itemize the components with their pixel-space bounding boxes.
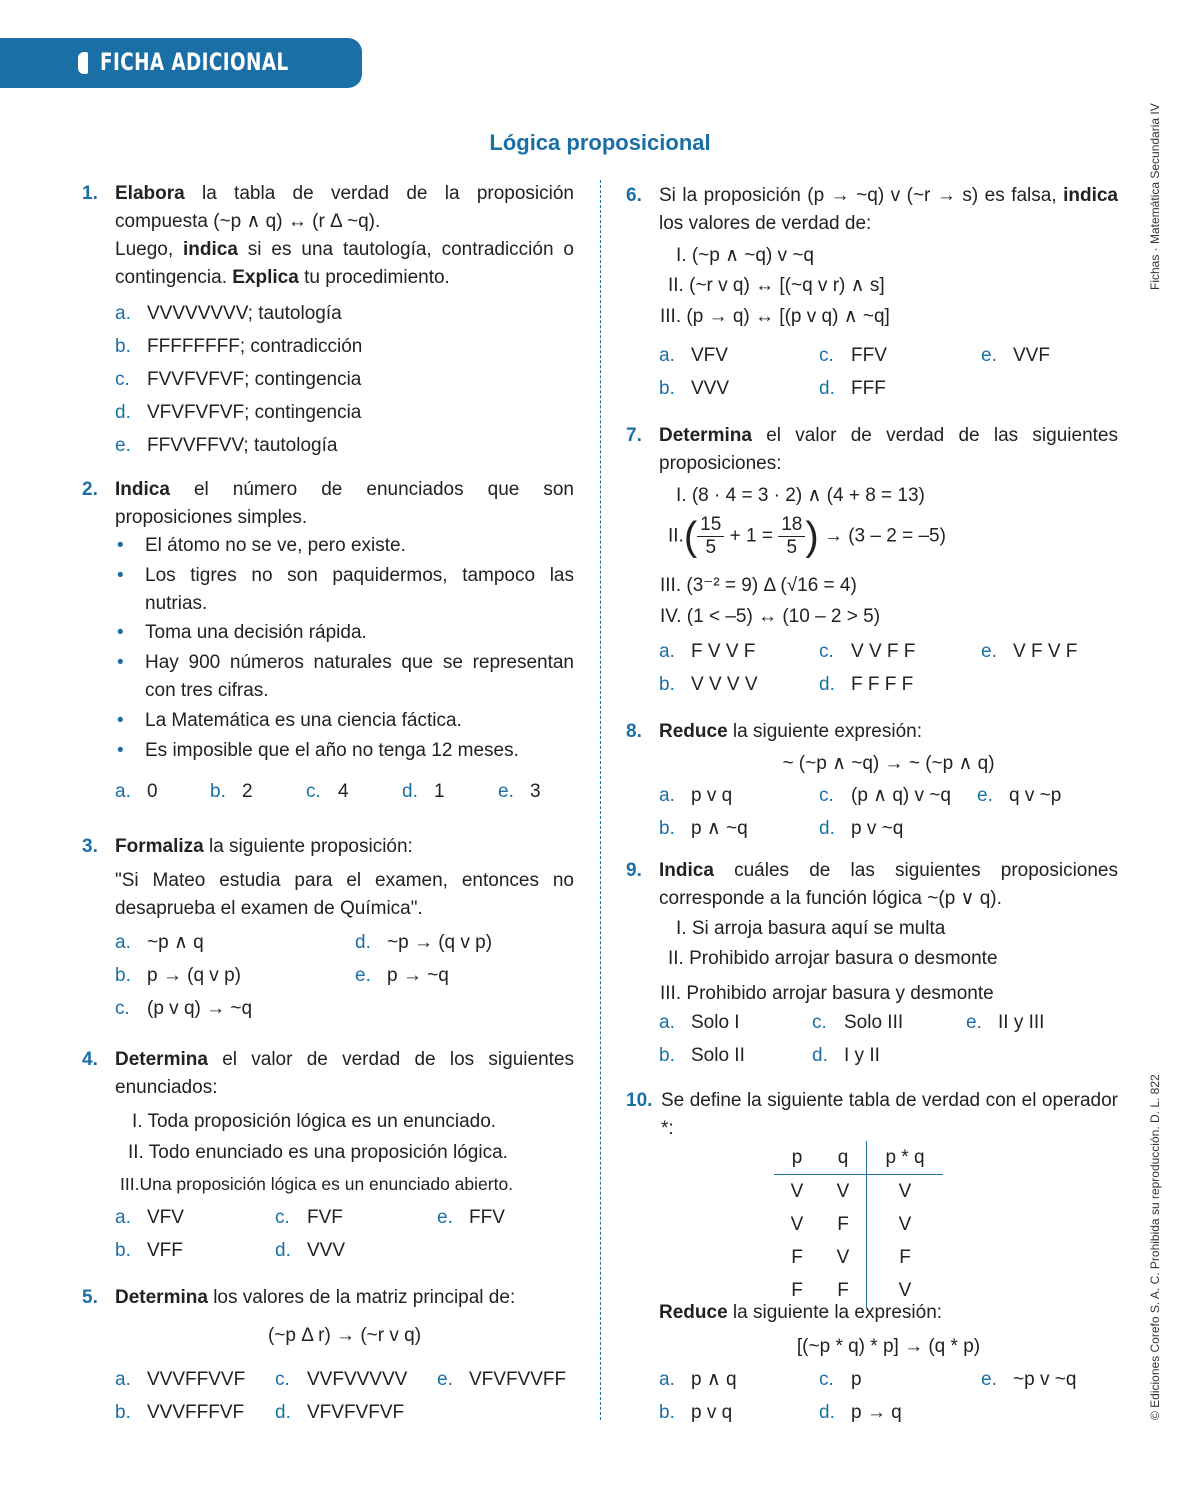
question-6 [626,182,1118,399]
option [977,782,1061,810]
bullet: • [117,535,124,556]
verb: Formaliza [115,836,204,857]
bullet: • [117,710,124,731]
truth-table [774,1141,943,1307]
option-text: (p v q) → ~q [147,998,253,1019]
verb: Reduce [659,1302,728,1323]
option-text: VVVFFVVF [147,1369,246,1390]
verb: Elabora [115,183,185,204]
verb: indica [183,239,238,260]
option [115,995,252,1023]
question-text [115,476,574,532]
option [966,1009,1044,1037]
table-cell: V [790,1213,804,1235]
text: el número de enunciados que son proposiciones simples. [115,479,574,528]
option-letter: e. [355,965,371,986]
question-text [659,857,1118,913]
option-letter: a. [115,1207,131,1228]
option-letter: c. [306,781,321,802]
statement: I. Si arroja basura aquí se multa [676,918,946,939]
question-text [115,833,574,861]
banner-label: FICHA ADICIONAL [100,48,289,76]
question-text [659,422,1118,478]
option-letter: d. [819,674,835,695]
text: + 1 = [729,525,773,547]
option-text: ~p ∧ q [147,932,204,953]
table-header: q [837,1146,849,1168]
option-letter: c. [819,641,834,662]
verb: Reduce [659,721,728,742]
question-10 [626,1087,1118,1423]
bullet: • [117,652,124,673]
question-7 [626,422,1118,695]
question-5 [82,1284,574,1423]
statement-fraction [668,514,946,559]
bullet-text: El átomo no se ve, pero existe. [145,535,406,556]
numerator: 18 [778,514,805,537]
option-text: ~p v ~q [1013,1369,1077,1390]
question-text [115,1284,574,1312]
statement: II. (~r v q) ↔ [(~q v r) ∧ s] [668,275,885,296]
option-letter: e. [115,435,131,456]
option-letter: e. [498,781,514,802]
question-9 [626,857,1118,1066]
verb: Determina [115,1049,208,1070]
bullet-text: Los tigres no son paquidermos, tampoco las nutrias. [145,565,574,614]
option [819,815,903,843]
option-letter: a. [115,303,131,324]
option [115,333,362,361]
numerator: 15 [697,514,724,537]
option-text: V V F F [851,641,916,662]
statement: IV. (1 < –5) ↔ (10 – 2 > 5) [660,606,881,627]
statement: III. Prohibido arrojar basura y desmonte [660,983,994,1004]
option-letter: d. [819,378,835,399]
option-letter: b. [115,336,131,357]
statement: III.Una proposición lógica es un enunciado abierto. [120,1174,514,1194]
option [115,399,361,427]
option [355,962,449,990]
text: la siguiente la expresión: [727,1302,943,1323]
statement: II. Prohibido arrojar basura o desmonte [668,948,998,969]
table-cell: F [791,1279,803,1301]
option-letter: e. [437,1207,453,1228]
option [210,778,253,806]
bullet-text: Toma una decisión rápida. [145,622,367,643]
option-letter: b. [659,1045,675,1066]
option-letter: a. [115,932,131,953]
option-text: FFV [469,1207,505,1228]
table-cell: F [867,1241,944,1274]
option [355,929,492,957]
option [819,1366,862,1394]
option [275,1399,404,1427]
option [659,375,729,403]
option [115,1237,183,1265]
right-paren: ) [805,514,819,559]
option-letter: b. [659,818,675,839]
option-letter: d. [819,818,835,839]
option-letter: e. [437,1369,453,1390]
option-letter: b. [659,1402,675,1423]
bullet: • [117,740,124,761]
option-letter: d. [402,781,418,802]
option [812,1042,880,1070]
option [659,671,758,699]
option [115,962,241,990]
question-8 [626,718,1118,839]
table-cell: V [867,1208,944,1241]
bullet: • [117,622,124,643]
verb: Determina [115,1287,208,1308]
side-text-bottom: © Ediciones Corefo S. A. C. Prohibida su reproducción. D. L. 822 [1148,1074,1162,1420]
option [437,1366,566,1394]
option-letter: c. [812,1012,827,1033]
bullet: • [117,565,124,586]
option-text: p → q [851,1402,902,1423]
option-text: VFF [147,1240,183,1261]
option-text: FVF [307,1207,343,1228]
option-letter: c. [819,785,834,806]
option [306,778,349,806]
text: si es una tautología, contradicción o contingencia. [115,239,574,288]
question-text [659,182,1118,238]
option-text: VFV [147,1207,184,1228]
option-text: FFV [851,345,887,366]
option-letter: d. [275,1402,291,1423]
option-letter: b. [115,1402,131,1423]
option-letter: e. [981,1369,997,1390]
option-letter: a. [659,1012,675,1033]
option-text: VFVFVFVF; contingencia [147,402,362,423]
option [115,432,337,460]
option [275,1237,345,1265]
option [981,342,1050,370]
option-text: FFF [851,378,886,399]
option-letter: b. [115,965,131,986]
option [981,638,1077,666]
option-text: F F F F [851,674,914,695]
option-text: FFFFFFFF; contradicción [147,336,363,357]
option-letter: a. [659,345,675,366]
text: cuáles de las siguientes proposiciones corresponde a la función lógica ~(p ∨ q). [659,860,1118,909]
option [402,778,445,806]
option [659,638,755,666]
text: el valor de verdad de las siguientes proposiciones: [659,425,1118,474]
table-row [774,1241,943,1274]
option [115,1366,245,1394]
option-text: II y III [998,1012,1045,1033]
verb: Indica [659,860,714,881]
table-cell: V [790,1180,804,1202]
bullet-text: Hay 900 números naturales que se representan con tres cifras. [145,652,574,701]
side-text-top: Fichas · Matemática Secundaria IV [1148,103,1162,290]
header-banner [0,38,362,88]
option-text: VFVFVFVF [307,1402,405,1423]
option-letter: b. [115,1240,131,1261]
option [819,782,951,810]
table-cell: V [836,1246,850,1268]
option [819,375,886,403]
fraction [697,514,724,559]
statement: III. (p → q) ↔ [(p v q) ∧ ~q] [660,306,890,327]
option-letter: d. [819,1402,835,1423]
text: la siguiente expresión: [727,721,922,742]
option-text: FFVVFFVV; tautología [147,435,338,456]
option-letter: e. [966,1012,982,1033]
question-number: 3. [82,836,98,857]
option-letter: c. [115,998,130,1019]
option-text: FVVFVFVF; contingencia [147,369,362,390]
option-text: 1 [434,781,445,802]
option [115,1204,184,1232]
verb: indica [1063,185,1118,206]
option-text: VVFVVVVV [307,1369,408,1390]
verb: Indica [115,479,170,500]
statement: II. Todo enunciado es una proposición lógica. [128,1142,508,1163]
question-number: 5. [82,1287,98,1308]
option-letter: b. [210,781,226,802]
option [115,778,158,806]
expression: (~p Δ r) → (~r v q) [267,1325,422,1346]
table-header: p [791,1146,803,1168]
text: la tabla de verdad de la proposición compuesta (~p ∧ q) ↔ (r Δ ~q). [115,183,574,232]
option [659,782,732,810]
verb: Explica [232,267,299,288]
question-number: 7. [626,425,642,446]
question-4 [82,1046,574,1261]
question-text [115,180,574,292]
option [819,1399,902,1427]
question-text [659,718,1118,746]
option-text: p v q [691,1402,733,1423]
question-1 [82,180,574,456]
quote-text: "Si Mateo estudia para el examen, entonces no desaprueba el examen de Química". [115,870,574,919]
option-letter: e. [977,785,993,806]
option [659,1042,745,1070]
option [659,1009,740,1037]
option-letter: d. [812,1045,828,1066]
denominator: 5 [786,537,798,558]
option-letter: c. [275,1207,290,1228]
statement: I. (8 · 4 = 3 · 2) ∧ (4 + 8 = 13) [676,485,925,506]
option [275,1204,343,1232]
text: → (3 – 2 = –5) [823,525,946,547]
table-cell: F [837,1279,849,1301]
option-text: ~p → (q v p) [387,932,493,953]
expression: ~ (~p ∧ ~q) → ~ (~p ∧ q) [782,753,995,774]
question-number: 9. [626,860,642,881]
denominator: 5 [705,537,717,558]
table-cell: F [791,1246,803,1268]
option [819,342,887,370]
option-text: p v ~q [851,818,904,839]
text: Si la proposición (p → ~q) v (~r → s) es falsa, [659,185,1064,206]
option-text: 3 [530,781,541,802]
option-letter: d. [355,932,371,953]
option [819,638,915,666]
table-cell: V [836,1180,850,1202]
bullet-text: La Matemática es una ciencia fáctica. [145,710,462,731]
option [498,778,541,806]
option [115,366,361,394]
text: Luego, [115,239,184,260]
text: los valores de verdad de: [659,213,872,234]
option-text: p ∧ q [691,1369,737,1390]
option-letter: e. [981,345,997,366]
option-text: V V V V [691,674,758,695]
option-text: VVVFFFVF [147,1402,245,1423]
option-letter: a. [115,1369,131,1390]
option [659,1366,737,1394]
option [812,1009,903,1037]
statement: I. Toda proposición lógica es un enunciado. [132,1111,497,1132]
option-text: Solo III [844,1012,904,1033]
option-text: 4 [338,781,349,802]
option-letter: b. [659,674,675,695]
option-letter: c. [275,1369,290,1390]
option-text: Solo II [691,1045,745,1066]
option-letter: b. [659,378,675,399]
table-row [774,1175,943,1209]
question-number: 10. [626,1090,653,1111]
option-text: VVV [307,1240,346,1261]
page-title: Lógica proposicional [489,130,711,155]
option-text: p [851,1369,862,1390]
question-3 [82,833,574,1019]
option-letter: c. [819,1369,834,1390]
option [659,1399,732,1427]
option [981,1366,1076,1394]
option-text: Solo I [691,1012,740,1033]
option-text: 2 [242,781,253,802]
option-letter: e. [981,641,997,662]
question-number: 1. [82,183,98,204]
table-cell: V [867,1175,944,1209]
option-letter: d. [115,402,131,423]
option [275,1366,407,1394]
option-text: VVF [1013,345,1050,366]
question-number: 6. [626,185,642,206]
option-letter: a. [659,785,675,806]
statement: III. (3⁻² = 9) Δ (√16 = 4) [660,575,857,596]
option-text: F V V F [691,641,756,662]
option-text: VVV [691,378,730,399]
text: los valores de la matriz principal de: [207,1287,516,1308]
option [659,342,728,370]
option [115,300,342,328]
option [115,929,204,957]
option-text: p ∧ ~q [691,818,748,839]
fraction [778,514,805,559]
verb: Determina [659,425,752,446]
question-number: 8. [626,721,642,742]
expression: [(~p * q) * p] → (q * p) [796,1336,981,1357]
text: el valor de verdad de los siguientes enunciados: [115,1049,574,1098]
option-text: p v q [691,785,733,806]
column-divider [600,180,601,1420]
option-text: p → (q v p) [147,965,241,986]
question-number: 2. [82,479,98,500]
option-text: VVVVVVVV; tautología [147,303,342,324]
option-letter: d. [275,1240,291,1261]
question-text [115,1046,574,1102]
left-paren: ( [683,514,698,559]
banner-tab-shape [78,52,88,74]
question-text: Se define la siguiente tabla de verdad con el operador *: [661,1090,1118,1139]
text: la siguiente proposición: [203,836,413,857]
table-row [774,1208,943,1241]
option-text: 0 [147,781,158,802]
question-number: 4. [82,1049,98,1070]
bullet-text: Es imposible que el año no tenga 12 meses. [145,740,519,761]
text: tu procedimiento. [298,267,450,288]
option-text: V F V F [1013,641,1078,662]
option-text: VFV [691,345,728,366]
option-letter: a. [659,1369,675,1390]
table-header: p * q [867,1141,944,1175]
option-text: (p ∧ q) v ~q [851,785,951,806]
table-cell: V [867,1274,944,1307]
table-cell: F [837,1213,849,1235]
option-text: q v ~p [1009,785,1062,806]
option-letter: c. [115,369,130,390]
option [115,1399,244,1427]
question-2 [82,476,574,802]
option-text: VFVFVVFF [469,1369,567,1390]
option-letter: c. [819,345,834,366]
option-text: I y II [844,1045,880,1066]
instruction [659,1299,942,1327]
option-letter: a. [659,641,675,662]
option [819,671,913,699]
statement: I. (~p ∧ ~q) v ~q [676,245,815,266]
option-letter: a. [115,781,131,802]
option [659,815,748,843]
option [437,1204,505,1232]
roman-label: II. [668,525,684,547]
option-text: p → ~q [387,965,449,986]
